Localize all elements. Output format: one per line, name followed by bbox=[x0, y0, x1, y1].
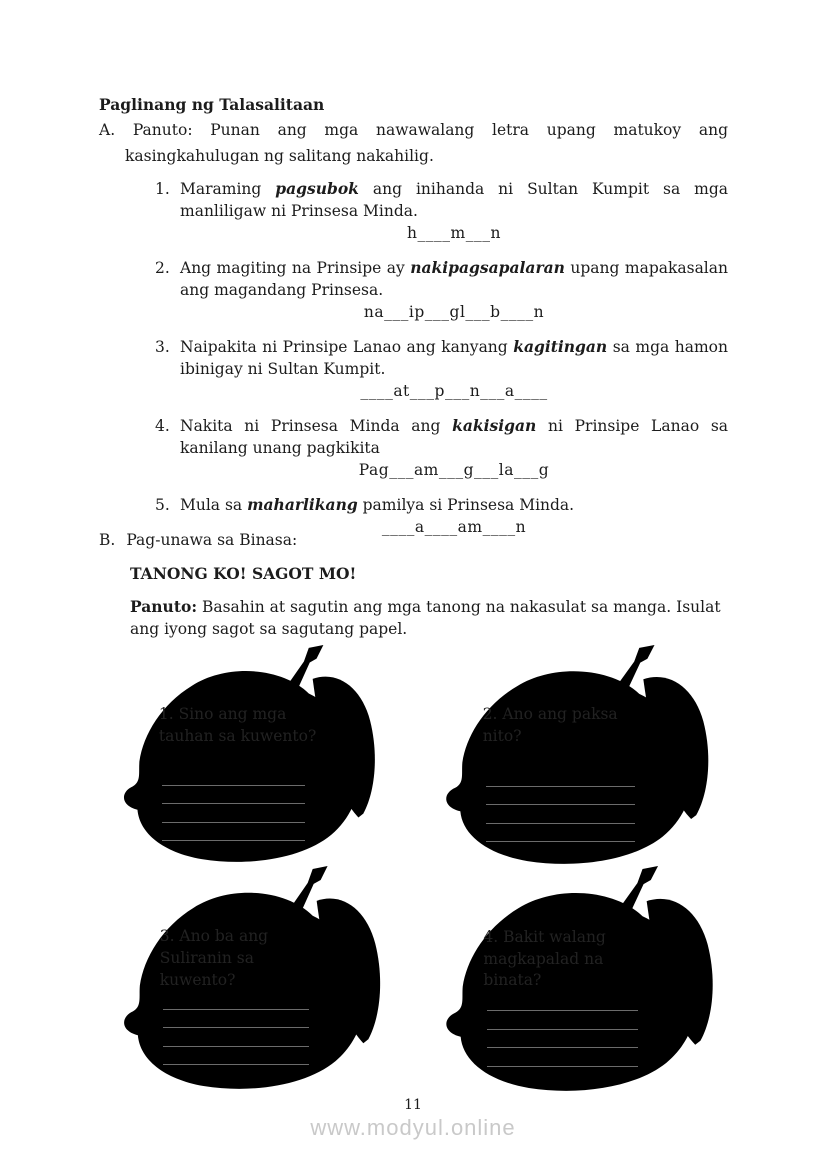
question-text: 2. Ano ang paksa nito? bbox=[482, 705, 618, 746]
vocab-item-2 bbox=[99, 257, 728, 323]
item-number: 4. bbox=[155, 417, 170, 435]
answer-blank: na___ip___gl___b____n bbox=[363, 303, 545, 321]
question-text: 3. Ano ba ang Suliranin sa kuwento? bbox=[159, 927, 269, 989]
answer-line bbox=[162, 804, 305, 823]
vocab-item-3 bbox=[99, 336, 728, 402]
item-text-post: pamilya si Prinsesa Minda. bbox=[357, 496, 575, 514]
answer-line bbox=[486, 787, 635, 806]
item-text-pre: Nakita ni Prinsesa Minda ang bbox=[180, 417, 453, 435]
answer-blank: h____m___n bbox=[407, 224, 501, 242]
answer-blank: ____at___p___n___a____ bbox=[360, 382, 548, 400]
item-text-post: sa mga hamon ibinigay ni Sultan Kumpit. bbox=[180, 338, 728, 378]
mango-question-3 bbox=[118, 866, 416, 1090]
activity-title: TANONG KO! SAGOT MO! bbox=[130, 564, 357, 583]
vocab-item-4 bbox=[99, 415, 728, 481]
answer-line bbox=[487, 1011, 639, 1030]
answer-line bbox=[487, 1030, 639, 1049]
section-b-heading bbox=[99, 531, 297, 549]
page-number: 11 bbox=[404, 1097, 422, 1113]
item-text-pre: Maraming bbox=[180, 180, 276, 198]
answer-lines bbox=[487, 993, 639, 1067]
panuto-label: Panuto: bbox=[130, 597, 198, 616]
section-a-instruction-line1: A. Panuto: Punan ang mga nawawalang letra upang matukoy ang bbox=[99, 121, 728, 139]
answer-line bbox=[486, 824, 635, 843]
mango-question-4 bbox=[440, 866, 750, 1092]
answer-blank: Pag___am___g___la___g bbox=[358, 461, 550, 479]
section-a-instruction-line2: kasingkahulugan ng salitang nakahilig. bbox=[125, 147, 434, 165]
item-keyword: kakisigan bbox=[452, 416, 537, 435]
question-text: 4. Bakit walang magkapalad na binata? bbox=[483, 928, 606, 990]
answer-line bbox=[163, 1047, 309, 1066]
vocab-item-1 bbox=[99, 178, 728, 244]
watermark: www.modyul.online bbox=[310, 1115, 516, 1140]
section-b-instruction-text: Basahin at sagutin ang mga tanong na nakasulat sa manga. Isulat ang iyong sagot sa sagutang papel. bbox=[130, 598, 721, 638]
answer-line bbox=[163, 1028, 309, 1047]
question-text: 1. Sino ang mga tauhan sa kuwento? bbox=[158, 704, 317, 745]
answer-lines bbox=[163, 991, 309, 1065]
page-title: Paglinang ng Talasalitaan bbox=[99, 95, 325, 114]
item-number: 3. bbox=[155, 338, 170, 356]
mango-question-2 bbox=[440, 645, 745, 865]
section-b-label: B. bbox=[99, 531, 116, 549]
item-text-pre: Ang magiting na Prinsipe ay bbox=[180, 259, 411, 277]
item-keyword: nakipagsapalaran bbox=[410, 258, 565, 277]
answer-lines bbox=[486, 768, 635, 842]
item-number: 2. bbox=[155, 259, 170, 277]
answer-line bbox=[163, 1010, 309, 1029]
answer-lines bbox=[162, 767, 305, 841]
answer-line bbox=[486, 768, 635, 787]
item-text-post: ang inihanda ni Sultan Kumpit sa mga manliligaw ni Prinsesa Minda. bbox=[180, 180, 729, 220]
item-text-post: ni Prinsipe Lanao sa kanilang unang pagkikita bbox=[180, 417, 729, 457]
item-text-pre: Mula sa bbox=[180, 496, 248, 514]
answer-line bbox=[162, 767, 305, 786]
mango-question-1 bbox=[118, 645, 410, 863]
item-keyword: maharlikang bbox=[247, 495, 358, 514]
item-text-pre: Naipakita ni Prinsipe Lanao ang kanyang bbox=[180, 338, 514, 356]
item-keyword: kagitingan bbox=[513, 337, 608, 356]
answer-line bbox=[162, 823, 305, 842]
section-b-instruction bbox=[130, 596, 724, 640]
item-number: 5. bbox=[155, 496, 170, 514]
item-text-post: upang mapakasalan ang magandang Prinsesa. bbox=[180, 259, 728, 299]
answer-line bbox=[162, 786, 305, 805]
item-keyword: pagsubok bbox=[275, 179, 359, 198]
answer-blank: ____a____am____n bbox=[381, 518, 527, 536]
item-number: 1. bbox=[155, 180, 170, 198]
answer-line bbox=[487, 993, 639, 1012]
answer-line bbox=[163, 991, 309, 1010]
answer-line bbox=[486, 805, 635, 824]
answer-line bbox=[487, 1048, 639, 1067]
section-b-heading-text: Pag-unawa sa Binasa: bbox=[126, 531, 298, 549]
vocab-item-list bbox=[99, 178, 728, 551]
